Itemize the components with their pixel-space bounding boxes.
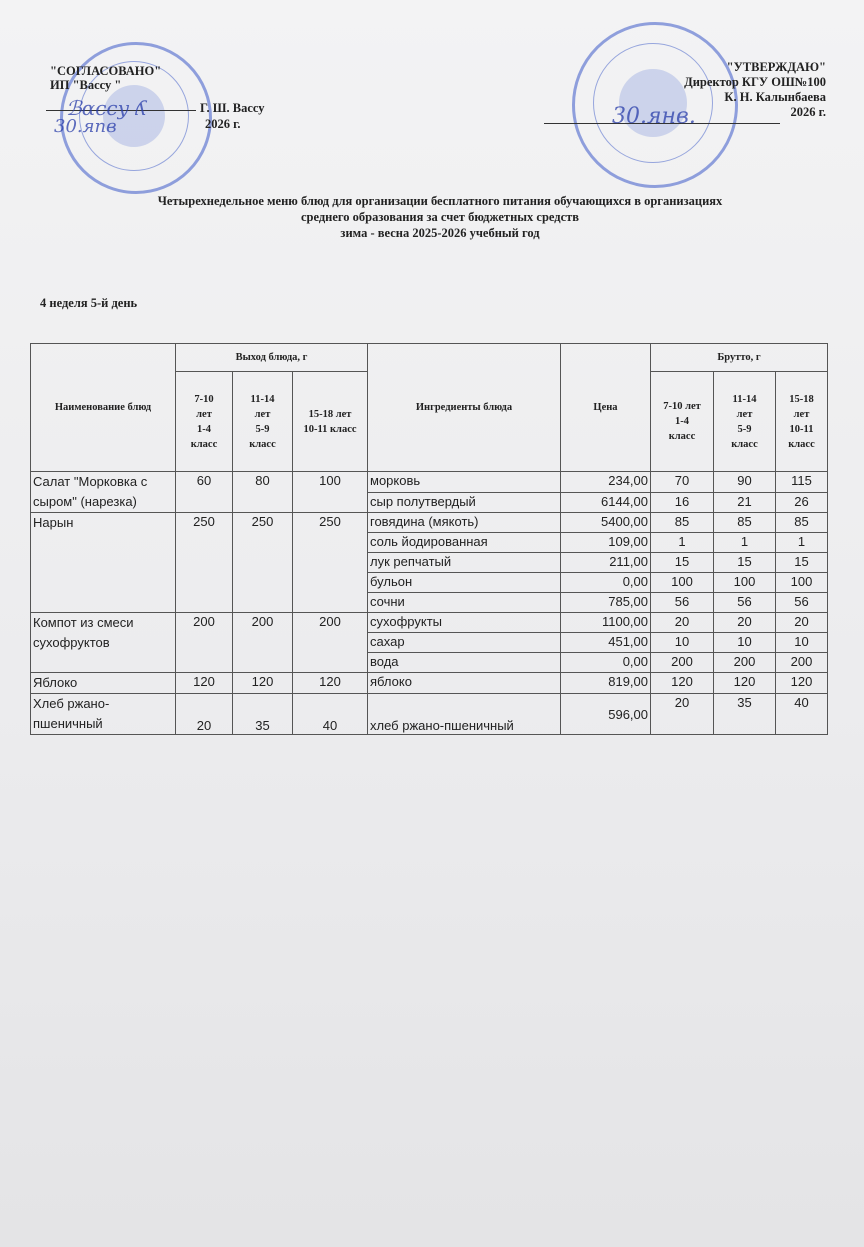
approval-right-position: Директор КГУ ОШ№100 xyxy=(684,75,826,89)
approval-right-name: К. Н. Калынбаева xyxy=(724,90,826,104)
ingredient-price: 109,00 xyxy=(561,533,651,553)
brutto-7-10: 20 xyxy=(651,613,714,633)
brutto-11-14: 85 xyxy=(714,513,776,533)
ingredient-price: 785,00 xyxy=(561,593,651,613)
document-title xyxy=(50,193,830,241)
out-7-10: 120 xyxy=(176,673,233,694)
out-15-18: 100 xyxy=(293,472,368,513)
brutto-15-18: 15 xyxy=(776,553,828,573)
header-dish: Наименование блюд xyxy=(31,344,176,472)
header-brutto-11-14: 11-14 лет 5-9 класс xyxy=(714,372,776,472)
brutto-7-10: 85 xyxy=(651,513,714,533)
table-row xyxy=(31,472,828,493)
ingredient-name: хлеб ржано-пшеничный xyxy=(368,694,561,735)
header-brutto-15-18: 15-18 лет 10-11 класс xyxy=(776,372,828,472)
approval-left-heading: "СОГЛАСОВАНО" xyxy=(50,64,162,78)
table-row xyxy=(31,613,828,633)
header-out-7-10: 7-10 лет 1-4 класс xyxy=(176,372,233,472)
dish-name: Хлеб ржано-пшеничный xyxy=(31,694,176,735)
brutto-15-18: 40 xyxy=(776,694,828,735)
brutto-7-10: 10 xyxy=(651,633,714,653)
out-7-10: 250 xyxy=(176,513,233,613)
ingredient-name: вода xyxy=(368,653,561,673)
ingredient-name: морковь xyxy=(368,472,561,493)
ingredient-price: 5400,00 xyxy=(561,513,651,533)
header-brutto-7-10: 7-10 лет 1-4 класс xyxy=(651,372,714,472)
week-day-label: 4 неделя 5-й день xyxy=(40,296,138,310)
brutto-11-14: 20 xyxy=(714,613,776,633)
out-15-18: 120 xyxy=(293,673,368,694)
brutto-15-18: 85 xyxy=(776,513,828,533)
brutto-15-18: 100 xyxy=(776,573,828,593)
left-handwritten-signature: ℬɑccy ʎ xyxy=(66,96,147,120)
brutto-11-14: 21 xyxy=(714,492,776,513)
brutto-7-10: 100 xyxy=(651,573,714,593)
brutto-11-14: 15 xyxy=(714,553,776,573)
approval-left-date: 2026 г. xyxy=(205,117,241,131)
ingredient-price: 6144,00 xyxy=(561,492,651,513)
approval-right-heading: "УТВЕРЖДАЮ" xyxy=(726,60,826,74)
out-7-10: 20 xyxy=(176,694,233,735)
brutto-15-18: 26 xyxy=(776,492,828,513)
approval-left-org: ИП "Вассу " xyxy=(50,78,122,92)
brutto-11-14: 35 xyxy=(714,694,776,735)
header-brutto-group: Брутто, г xyxy=(651,344,828,372)
out-15-18: 40 xyxy=(293,694,368,735)
brutto-15-18: 115 xyxy=(776,472,828,493)
table-row xyxy=(31,694,828,735)
dish-name: Нарын xyxy=(31,513,176,613)
brutto-11-14: 56 xyxy=(714,593,776,613)
table-row xyxy=(31,673,828,694)
out-15-18: 250 xyxy=(293,513,368,613)
menu-table xyxy=(30,343,828,735)
brutto-15-18: 200 xyxy=(776,653,828,673)
ingredient-name: лук репчатый xyxy=(368,553,561,573)
brutto-15-18: 56 xyxy=(776,593,828,613)
dish-name: Компот из смеси сухофруктов xyxy=(31,613,176,673)
left-handwritten-date: 30.яnв xyxy=(54,116,117,137)
brutto-11-14: 10 xyxy=(714,633,776,653)
header-out-11-14: 11-14 лет 5-9 класс xyxy=(233,372,293,472)
brutto-11-14: 90 xyxy=(714,472,776,493)
dish-name: Яблоко xyxy=(31,673,176,694)
brutto-7-10: 16 xyxy=(651,492,714,513)
header-ingredients: Ингредиенты блюда xyxy=(368,344,561,472)
title-line-3: зима - весна 2025-2026 учебный год xyxy=(340,226,540,240)
table-row xyxy=(31,513,828,533)
ingredient-name: сахар xyxy=(368,633,561,653)
header-output-group: Выход блюда, г xyxy=(176,344,368,372)
ingredient-price: 451,00 xyxy=(561,633,651,653)
brutto-7-10: 56 xyxy=(651,593,714,613)
brutto-7-10: 70 xyxy=(651,472,714,493)
brutto-7-10: 120 xyxy=(651,673,714,694)
brutto-15-18: 1 xyxy=(776,533,828,553)
ingredient-name: сухофрукты xyxy=(368,613,561,633)
right-handwritten-date: 30.янв. xyxy=(612,104,696,129)
approval-left-name: Г. Ш. Вассу xyxy=(200,101,265,115)
title-line-2: среднего образования за счет бюджетных средств xyxy=(300,210,580,224)
brutto-15-18: 10 xyxy=(776,633,828,653)
ingredient-name: сыр полутвердый xyxy=(368,492,561,513)
out-7-10: 60 xyxy=(176,472,233,513)
brutto-11-14: 200 xyxy=(714,653,776,673)
ingredient-name: сочни xyxy=(368,593,561,613)
dish-name: Салат "Морковка с сыром" (нарезка) xyxy=(31,472,176,513)
ingredient-price: 1100,00 xyxy=(561,613,651,633)
brutto-7-10: 200 xyxy=(651,653,714,673)
ingredient-name: соль йодированная xyxy=(368,533,561,553)
ingredient-price: 819,00 xyxy=(561,673,651,694)
out-11-14: 80 xyxy=(233,472,293,513)
ingredient-price: 0,00 xyxy=(561,573,651,593)
brutto-11-14: 120 xyxy=(714,673,776,694)
brutto-7-10: 20 xyxy=(651,694,714,735)
ingredient-name: бульон xyxy=(368,573,561,593)
ingredient-name: говядина (мякоть) xyxy=(368,513,561,533)
header-out-15-18: 15-18 лет 10-11 класс xyxy=(293,372,368,472)
brutto-15-18: 20 xyxy=(776,613,828,633)
header-price: Цена xyxy=(561,344,651,472)
ingredient-price: 211,00 xyxy=(561,553,651,573)
title-line-1: Четырехнедельное меню блюд для организации бесплатного питания обучающихся в организациях xyxy=(157,194,723,208)
ingredient-price: 234,00 xyxy=(561,472,651,493)
brutto-11-14: 100 xyxy=(714,573,776,593)
ingredient-price: 596,00 xyxy=(561,694,651,735)
brutto-7-10: 1 xyxy=(651,533,714,553)
brutto-15-18: 120 xyxy=(776,673,828,694)
out-11-14: 35 xyxy=(233,694,293,735)
out-11-14: 200 xyxy=(233,613,293,673)
ingredient-name: яблоко xyxy=(368,673,561,694)
out-11-14: 120 xyxy=(233,673,293,694)
out-7-10: 200 xyxy=(176,613,233,673)
brutto-7-10: 15 xyxy=(651,553,714,573)
out-15-18: 200 xyxy=(293,613,368,673)
approval-right-date: 2026 г. xyxy=(790,105,826,119)
brutto-11-14: 1 xyxy=(714,533,776,553)
ingredient-price: 0,00 xyxy=(561,653,651,673)
out-11-14: 250 xyxy=(233,513,293,613)
